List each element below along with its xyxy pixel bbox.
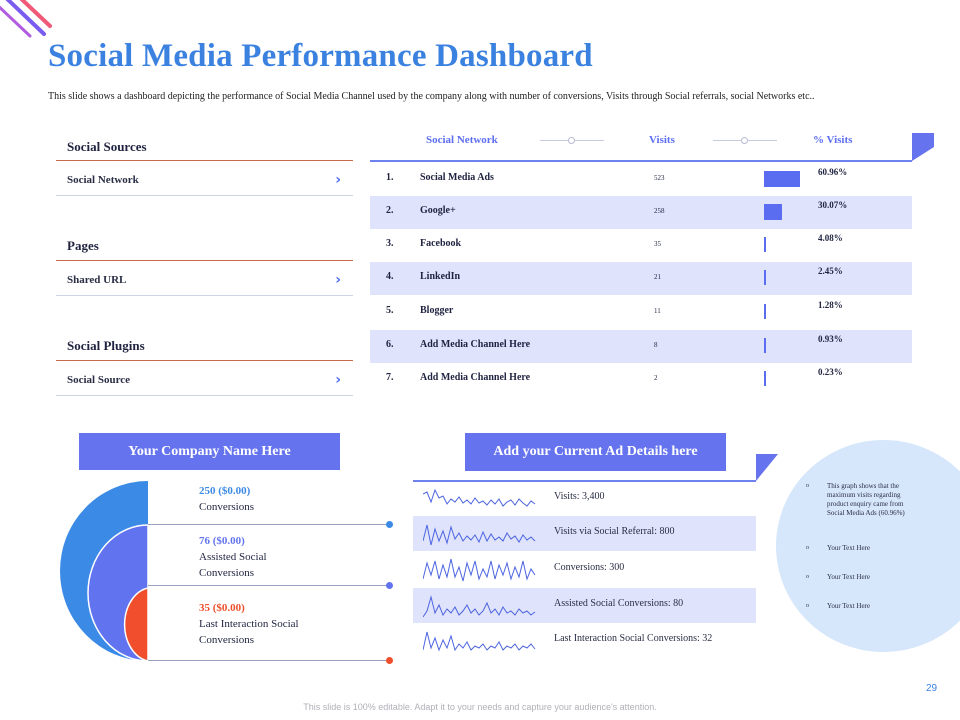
- connector-dots: [385, 520, 394, 666]
- conversions-label: [199, 483, 254, 515]
- sparkline-icon: [423, 626, 543, 656]
- corner-flag-decoration: [912, 133, 934, 161]
- row-name: Add Media Channel Here: [420, 372, 531, 383]
- table-row: [370, 262, 912, 295]
- sparkline-icon: [423, 519, 543, 549]
- note-text: Your Text Here: [827, 544, 870, 552]
- shared-url-link[interactable]: [56, 269, 353, 291]
- company-name-box: Your Company Name Here: [79, 433, 340, 470]
- row-percent: 4.08%: [818, 233, 843, 243]
- row-visits: 35: [654, 240, 661, 248]
- social-source-link[interactable]: [56, 369, 353, 391]
- row-visits: 523: [654, 174, 665, 182]
- last-interaction-text: Conversions: [199, 634, 254, 646]
- ad-detail-text: Visits via Social Referral: 800: [554, 526, 675, 537]
- conversion-funnel-graphic: [58, 478, 153, 664]
- shared-url-label: Shared URL: [67, 274, 127, 286]
- section-heading-social-sources: Social Sources: [67, 139, 147, 154]
- header-social-network: Social Network: [426, 134, 498, 146]
- section-heading-pages: Pages: [67, 238, 99, 253]
- ad-detail-row: [413, 552, 756, 587]
- bullet-icon: o: [806, 574, 809, 580]
- sparkline-icon: [423, 555, 543, 585]
- divider: [56, 395, 353, 396]
- row-share-bar: [764, 338, 766, 353]
- assisted-conversions-text: Conversions: [199, 567, 254, 579]
- divider: [56, 260, 353, 261]
- row-name: Blogger: [420, 305, 454, 316]
- sparkline-icon: [423, 591, 543, 621]
- social-network-link[interactable]: [56, 169, 353, 191]
- social-network-label: Social Network: [67, 174, 139, 186]
- corner-flag-decoration: [756, 454, 778, 481]
- row-percent: 2.45%: [818, 266, 843, 276]
- header-percent-visits: % Visits: [813, 134, 853, 146]
- assisted-conversions-label: [199, 533, 267, 581]
- note-text: Your Text Here: [827, 573, 870, 581]
- table-row: [370, 330, 912, 363]
- table-row: [370, 163, 912, 196]
- divider: [56, 195, 353, 196]
- row-number: 6.: [386, 339, 394, 350]
- chevron-right-icon: ›: [335, 172, 341, 188]
- assisted-conversions-value: 76 ($0.00): [199, 535, 245, 547]
- ad-detail-text: Last Interaction Social Conversions: 32: [554, 633, 713, 644]
- row-number: 4.: [386, 271, 394, 282]
- bullet-icon: o: [806, 483, 809, 489]
- row-share-bar: [764, 171, 800, 187]
- sparkline-icon: [423, 484, 543, 514]
- page-title: Social Media Performance Dashboard: [48, 38, 593, 74]
- row-share-bar: [764, 304, 766, 319]
- row-name: Social Media Ads: [420, 172, 494, 183]
- bullet-icon: o: [806, 603, 809, 609]
- chevron-right-icon: ›: [335, 372, 341, 388]
- header-visits: Visits: [649, 134, 675, 146]
- row-percent: 1.28%: [818, 300, 843, 310]
- divider: [56, 360, 353, 361]
- row-percent: 0.93%: [818, 334, 843, 344]
- last-interaction-text: Last Interaction Social: [199, 618, 299, 630]
- header-slider-knob: [741, 137, 748, 144]
- row-number: 5.: [386, 305, 394, 316]
- note-item: [806, 602, 906, 611]
- row-name: Google+: [420, 205, 456, 216]
- page-number: 29: [926, 683, 938, 694]
- last-interaction-label: [199, 600, 299, 648]
- assisted-conversions-text: Assisted Social: [199, 551, 267, 563]
- row-percent: 60.96%: [818, 167, 848, 177]
- table-row: [370, 229, 912, 262]
- connector-line: [148, 585, 390, 586]
- divider: [56, 295, 353, 296]
- chevron-right-icon: ›: [335, 272, 341, 288]
- row-name: LinkedIn: [420, 271, 461, 282]
- ad-detail-row: [413, 588, 756, 623]
- ad-detail-text: Conversions: 300: [554, 562, 625, 573]
- table-row: [370, 296, 912, 329]
- connector-line: [148, 660, 390, 661]
- note-text: Your Text Here: [827, 602, 870, 610]
- row-visits: 2: [654, 374, 658, 382]
- last-interaction-value: 35 ($0.00): [199, 602, 245, 614]
- row-visits: 8: [654, 341, 658, 349]
- page-subtitle: This slide shows a dashboard depicting the performance of Social Media Channel used by the company along with number of conversions, Visits through Social referrals, social Networks etc..: [48, 91, 815, 102]
- conversions-text: Conversions: [199, 501, 254, 513]
- corner-stripes-decoration: [0, 0, 60, 40]
- row-number: 2.: [386, 205, 394, 216]
- row-share-bar: [764, 204, 782, 220]
- row-number: 3.: [386, 238, 394, 249]
- footer-note: This slide is 100% editable. Adapt it to your needs and capture your audience's attention.: [303, 702, 657, 712]
- table-row: [370, 363, 912, 396]
- note-item: [806, 482, 906, 518]
- row-percent: 0.23%: [818, 367, 843, 377]
- ad-detail-row: [413, 516, 756, 551]
- ad-detail-text: Visits: 3,400: [554, 491, 605, 502]
- note-item: [806, 544, 906, 553]
- row-number: 7.: [386, 372, 394, 383]
- ad-details-box: Add your Current Ad Details here: [465, 433, 726, 471]
- row-share-bar: [764, 270, 766, 285]
- social-source-label: Social Source: [67, 374, 131, 386]
- header-slider-knob: [568, 137, 575, 144]
- row-visits: 21: [654, 273, 661, 281]
- conversions-value: 250 ($0.00): [199, 485, 251, 497]
- connector-line: [148, 524, 390, 525]
- divider: [56, 160, 353, 161]
- ad-detail-row: [413, 623, 756, 658]
- ad-detail-row: [413, 481, 756, 516]
- row-share-bar: [764, 371, 766, 386]
- section-heading-social-plugins: Social Plugins: [67, 338, 145, 353]
- ad-detail-text: Assisted Social Conversions: 80: [554, 598, 684, 609]
- row-name: Add Media Channel Here: [420, 339, 531, 350]
- row-share-bar: [764, 237, 766, 252]
- header-underline: [370, 160, 912, 162]
- bullet-icon: o: [806, 545, 809, 551]
- row-number: 1.: [386, 172, 394, 183]
- table-row: [370, 196, 912, 229]
- note-item: [806, 573, 906, 582]
- row-name: Facebook: [420, 238, 462, 249]
- row-visits: 11: [654, 307, 661, 315]
- note-text: This graph shows that the maximum visits regarding product enquiry came from Social Media Ads (60.96%): [827, 482, 905, 517]
- row-visits: 258: [654, 207, 665, 215]
- row-percent: 30.07%: [818, 200, 848, 210]
